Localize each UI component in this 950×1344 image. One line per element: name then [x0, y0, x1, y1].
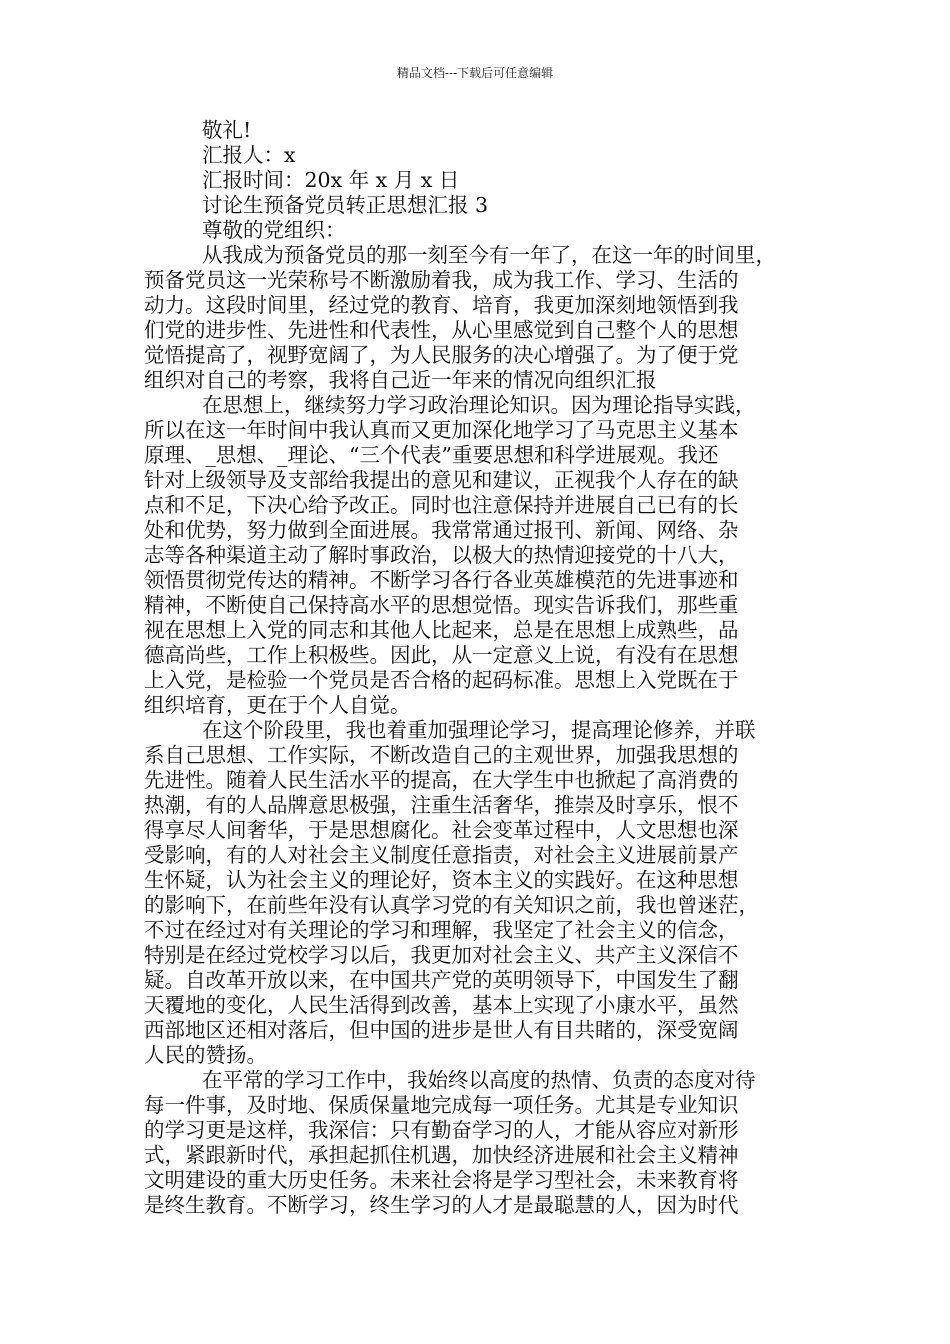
- paragraph-3: [144, 718, 804, 1068]
- paragraph-line: 精神，不断使自己保持高水平的思想觉悟。现实告诉我们，那些重: [144, 593, 739, 617]
- paragraph-line: 疑。自改革开放以来，在中国共产党的英明领导下，中国发生了翻: [144, 968, 739, 992]
- paragraph-line: 志等各种渠道主动了解时事政治，以极大的热情迎接党的十八大，: [144, 543, 739, 567]
- paragraph-line: 点和不足，下决心给予改正。同时也注意保持并进展自己已有的长: [144, 493, 739, 517]
- paragraph-line: 人民的赞扬。: [144, 1043, 267, 1067]
- report-time-line: 汇报时间：20x 年 x 月 x 日: [202, 168, 460, 192]
- paragraph-line: 领悟贯彻党传达的精神。不断学习各行各业英雄模范的先进事迹和: [144, 568, 739, 592]
- paragraph-line: 所以在这一年时间中我认真而又更加深化地学习了马克思主义基本: [144, 418, 739, 442]
- paragraph-line: 预备党员这一光荣称号不断激励着我，成为我工作、学习、生活的: [144, 268, 739, 292]
- paragraph-line: 处和优势，努力做到全面进展。我常常通过报刊、新闻、网络、杂: [144, 518, 739, 542]
- paragraph-line: 天覆地的变化，人民生活得到改善，基本上实现了小康水平，虽然: [144, 993, 739, 1017]
- paragraph-line: 在思想上，继续努力学习政治理论知识。因为理论指导实践，: [202, 393, 756, 417]
- document-body: [144, 118, 804, 1218]
- paragraph-line: 文明建设的重大历史任务。未来社会将是学习型社会，未来教育将: [144, 1168, 739, 1192]
- paragraph-1: [144, 243, 804, 393]
- paragraph-line: 受影响，有的人对社会主义制度任意指责，对社会主义进展前景产: [144, 843, 739, 867]
- paragraph-line: 觉悟提高了，视野宽阔了，为人民服务的决心增强了。为了便于党: [144, 343, 739, 367]
- paragraph-line: 德高尚些，工作上积极些。因此，从一定意义上说，有没有在思想: [144, 643, 739, 667]
- paragraph-line: 组织对自己的考察，我将自己近一年来的情况向组织汇报: [144, 368, 657, 392]
- section-title: 讨论生预备党员转正思想汇报 3: [202, 193, 489, 217]
- paragraph-4: [144, 1068, 804, 1218]
- page-header: 精品文档---下载后可任意编辑: [396, 66, 554, 80]
- paragraph-line: 特别是在经过党校学习以后，我更加对社会主义、共产主义深信不: [144, 943, 739, 967]
- paragraph-line: 式，紧跟新时代，承担起抓住机遇，加快经济进展和社会主义精神: [144, 1143, 739, 1167]
- paragraph-line: 视在思想上入党的同志和其他人比起来，总是在思想上成熟些，品: [144, 618, 739, 642]
- paragraph-line: 先进性。随着人民生活水平的提高，在大学生中也掀起了高消费的: [144, 768, 739, 792]
- paragraph-line: 的学习更是这样，我深信：只有勤奋学习的人，才能从容应对新形: [144, 1118, 739, 1142]
- reporter-line: 汇报人：x: [202, 143, 296, 167]
- paragraph-line: 每一件事，及时地、保质保量地完成每一项任务。尤其是专业知识: [144, 1093, 739, 1117]
- paragraph-line: 热潮，有的人品牌意思极强，注重生活奢华，推崇及时享乐，恨不: [144, 793, 739, 817]
- paragraph-line: 西部地区还相对落后，但中国的进步是世人有目共睹的，深受宽阔: [144, 1018, 739, 1042]
- paragraph-line: 在这个阶段里，我也着重加强理论学习，提高理论修养，并联: [202, 718, 756, 742]
- paragraph-line: 上入党，是检验一个党员是否合格的起码标准。思想上入党既在于: [144, 668, 739, 692]
- paragraph-line: 从我成为预备党员的那一刻至今有一年了，在这一年的时间里，: [202, 243, 776, 267]
- paragraph-line: 们党的进步性、先进性和代表性，从心里感觉到自己整个人的思想: [144, 318, 739, 342]
- closing-regards: 敬礼!: [202, 118, 252, 142]
- paragraph-line: 组织培育，更在于个人自觉。: [144, 693, 411, 717]
- paragraph-line: 针对上级领导及支部给我提出的意见和建议，正视我个人存在的缺: [144, 468, 739, 492]
- paragraph-line: 系自己思想、工作实际，不断改造自己的主观世界，加强我思想的: [144, 743, 739, 767]
- paragraph-line: 动力。这段时间里，经过党的教育、培育，我更加深刻地领悟到我: [144, 293, 739, 317]
- paragraph-line: 得享尽人间奢华，于是思想腐化。社会变革过程中，人文思想也深: [144, 818, 739, 842]
- paragraph-line: 原理、_思想、_理论、“三个代表”重要思想和科学进展观。我还: [144, 443, 719, 467]
- paragraph-line: 在平常的学习工作中，我始终以高度的热情、负责的态度对待: [202, 1068, 756, 1092]
- salutation: 尊敬的党组织：: [202, 218, 346, 242]
- paragraph-line: 是终生教育。不断学习，终生学习的人才是最聪慧的人，因为时代: [144, 1193, 739, 1217]
- paragraph-2: [144, 393, 804, 718]
- paragraph-line: 不过在经过对有关理论的学习和理解，我坚定了社会主义的信念，: [144, 918, 739, 942]
- paragraph-line: 生怀疑，认为社会主义的理论好，资本主义的实践好。在这种思想: [144, 868, 739, 892]
- paragraph-line: 的影响下，在前些年没有认真学习党的有关知识之前，我也曾迷茫，: [144, 893, 759, 917]
